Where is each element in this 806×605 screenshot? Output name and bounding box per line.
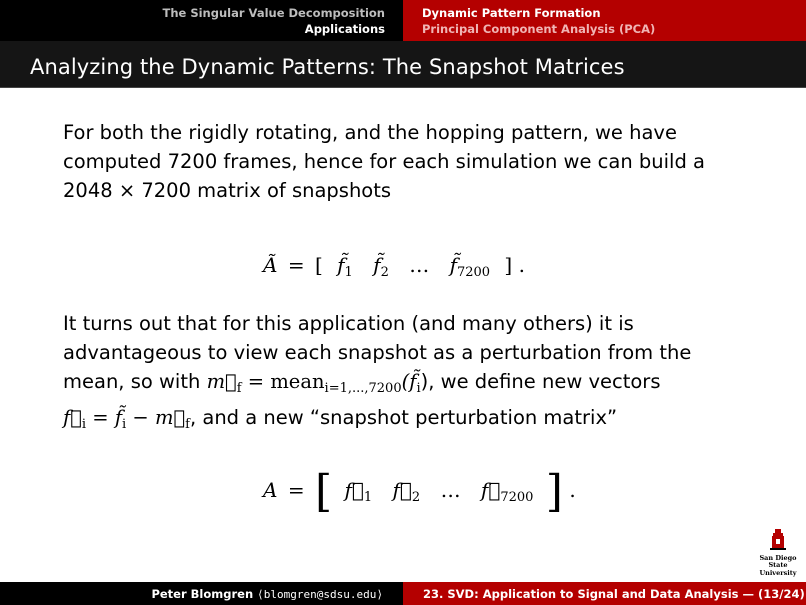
- paragraph-1: For both the rigidly rotating, and the hopping pattern, we have computed 7200 frames, hence for each simulation we can build a 2048 × 7200 matrix of snapshots: [63, 121, 705, 202]
- nav-section-title[interactable]: The Singular Value Decomposition: [162, 6, 385, 20]
- perturbation-sub: i: [81, 417, 87, 432]
- snapshot-f: = f̃: [86, 406, 123, 429]
- eq1-term-1-symbol: f̃: [337, 253, 345, 277]
- eq2-term-1-symbol: f⃗: [344, 478, 364, 502]
- nav-section-left[interactable]: [0, 0, 403, 41]
- footer-title[interactable]: 23. SVD: Application to Signal and Data Analysis — (13/24): [403, 582, 806, 605]
- minus-mean-term: [126, 406, 190, 432]
- eq2-left-bracket: [: [314, 466, 333, 517]
- logo-line-1: San Diego State: [759, 554, 797, 569]
- sdsu-tower-icon: [767, 528, 789, 550]
- eq1-term-last: [449, 253, 491, 280]
- sdsu-logo: [750, 528, 806, 577]
- paragraph-2-line-4: [63, 403, 763, 439]
- eq1-term-1-sub: 1: [344, 265, 353, 280]
- p2-line3-text-b: ), we define new vectors: [420, 370, 661, 393]
- eq1-term-last-sub: 7200: [456, 265, 491, 280]
- mean-arg-symbol: (f̃: [401, 370, 417, 393]
- eq2-equals: =: [287, 478, 305, 502]
- snapshot-sub: i: [122, 417, 127, 432]
- eq2-term-last-sub: 7200: [500, 490, 534, 505]
- eq2-term-2: [392, 478, 421, 505]
- nav-subsection-dynamic[interactable]: Dynamic Pattern Formation: [422, 6, 601, 20]
- p2-line3-text-a: mean, so with: [63, 370, 207, 393]
- eq1-equals: =: [287, 253, 305, 277]
- eq1-term-2-symbol: f̃: [373, 253, 381, 277]
- paragraph-2-line-2: advantageous to view each snapshot as a perturbation from the: [63, 341, 692, 364]
- eq2-term-1: [344, 478, 373, 505]
- eq1-ellipsis: …: [409, 253, 430, 277]
- eq2-right-bracket: ]: [545, 466, 563, 517]
- eq2-term-2-sub: 2: [411, 490, 421, 505]
- p2-line4-text: , and a new “snapshot perturbation matrix”: [189, 406, 618, 429]
- paragraph-2-line-1: It turns out that for this application (and many others) it is: [63, 312, 634, 335]
- mean-operator: = mean: [241, 370, 325, 393]
- eq1-term-last-symbol: f̃: [449, 253, 457, 277]
- equation-2: [263, 466, 576, 517]
- mean-vector-sub: f: [236, 381, 242, 396]
- paragraph-2-line-3: [63, 367, 763, 403]
- logo-line-2: University: [759, 569, 797, 577]
- footer-author-email[interactable]: ⟨blomgren@sdsu.edu⟩: [257, 588, 383, 601]
- nav-section-right[interactable]: [403, 0, 806, 41]
- minus-m: − m⃗: [126, 406, 186, 429]
- nav-subsection-pca[interactable]: Principal Component Analysis (PCA): [422, 22, 656, 36]
- eq2-lhs: A: [263, 478, 278, 502]
- eq1-right-bracket: ]: [504, 253, 513, 277]
- mean-range: i=1,...,7200: [324, 381, 402, 396]
- mean-vector-symbol: [206, 370, 242, 396]
- nav-subsection-current[interactable]: Applications: [304, 22, 385, 36]
- eq1-term-2: [373, 253, 389, 280]
- eq1-term-1: [337, 253, 353, 280]
- perturbation-vector: [63, 406, 87, 432]
- mean-argument: [401, 370, 421, 396]
- eq1-left-bracket: [: [314, 253, 323, 277]
- eq1-term-2-sub: 2: [380, 265, 389, 280]
- paragraph-2: [63, 309, 763, 439]
- eq1-period: .: [518, 253, 525, 277]
- frame-title: Analyzing the Dynamic Patterns: The Snapshot Matrices: [30, 55, 625, 79]
- snapshot-term: [86, 406, 127, 432]
- eq2-ellipsis: …: [440, 478, 461, 502]
- eq1-lhs: Ã: [263, 253, 278, 277]
- footer-author[interactable]: [0, 582, 403, 605]
- frame-title-bar: [0, 41, 806, 88]
- footer-bar: [0, 582, 806, 605]
- slide-body: [63, 118, 763, 205]
- eq2-term-last-symbol: f⃗: [480, 478, 501, 502]
- eq2-term-1-sub: 1: [363, 490, 373, 505]
- eq2-term-2-symbol: f⃗: [392, 478, 412, 502]
- footer-author-name[interactable]: Peter Blomgren: [151, 587, 254, 601]
- eq2-period: .: [569, 478, 576, 502]
- minus-m-sub: f: [185, 417, 190, 432]
- mean-arg-sub: i: [416, 381, 421, 396]
- header-nav: [0, 0, 806, 41]
- equation-1: [263, 253, 525, 280]
- mean-vector-m: m⃗: [206, 370, 237, 393]
- eq2-term-last: [480, 478, 534, 505]
- perturbation-f: f⃗: [63, 406, 82, 429]
